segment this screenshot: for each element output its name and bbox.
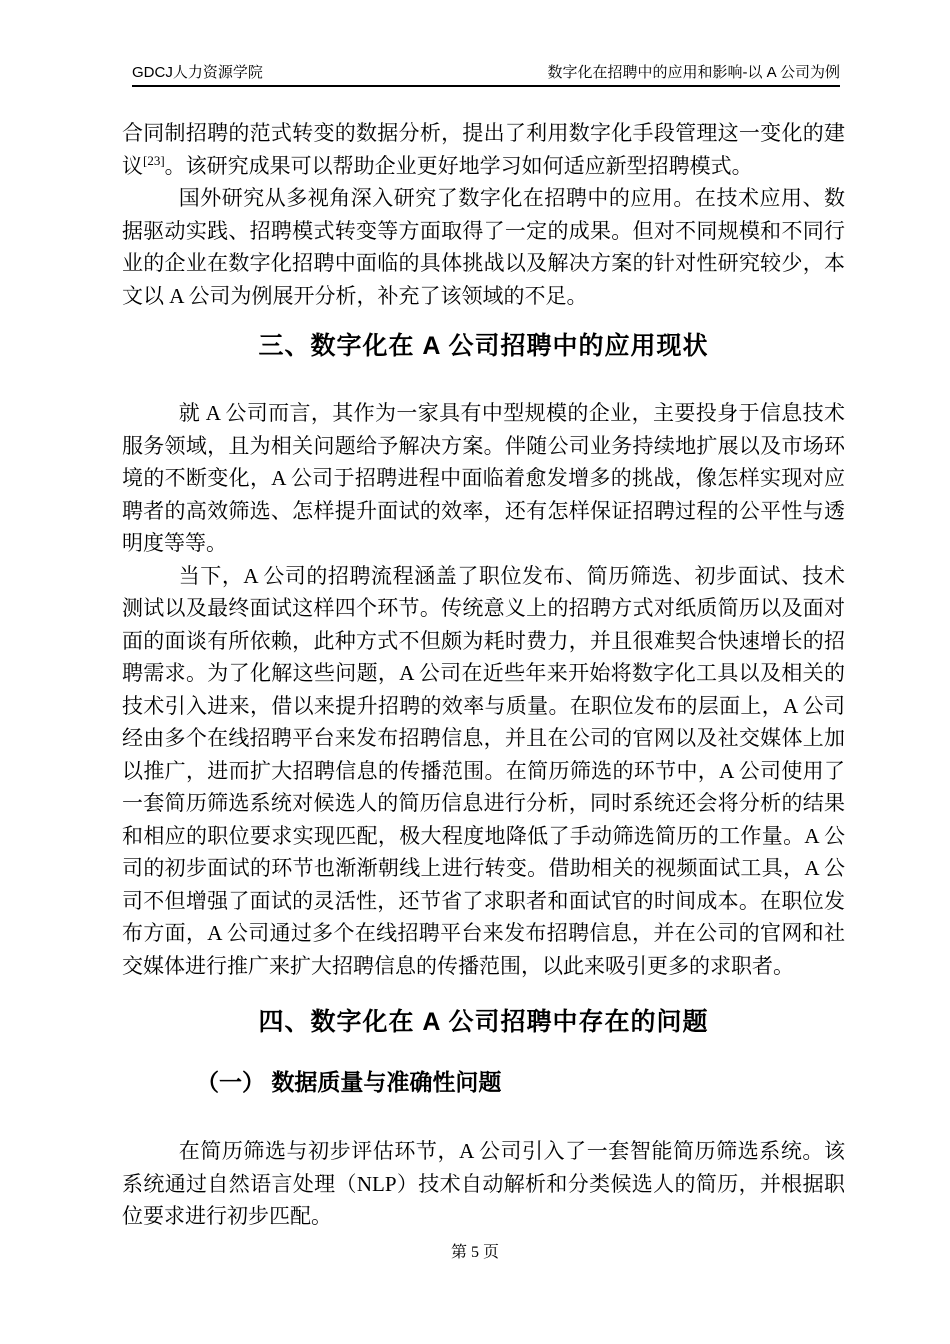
- page-footer: [0, 1242, 950, 1264]
- paragraph-continuation: [122, 117, 845, 182]
- paragraph-data-quality: 在简历筛选与初步评估环节，A 公司引入了一套智能简历筛选系统。该系统通过自然语言处理（NLP）技术自动解析和分类候选人的简历，并根据职位要求进行初步匹配。: [122, 1139, 845, 1228]
- page-number: 第 5 页: [450, 1244, 499, 1261]
- header-paper-title: 数字化在招聘中的应用和影响-以 A 公司为例: [547, 64, 840, 81]
- page-header: [132, 64, 840, 87]
- paragraph-overseas-research: 国外研究从多视角深入研究了数字化在招聘中的应用。在技术应用、数据驱动实践、招聘模式转变等方面取得了一定的成果。但对不同规模和不同行业的企业在数字化招聘中面临的具体挑战以及解决方案的针对性研究较少，本文以 A 公司为例展开分析，补充了该领域的不足。: [122, 186, 845, 308]
- heading-section-3: 三、数字化在 A 公司招聘中的应用现状: [258, 332, 709, 360]
- paragraph-company-overview: 就 A 公司而言，其作为一家具有中型规模的企业，主要投身于信息技术服务领域，且为相关问题给予解决方案。伴随公司业务持续地扩展以及市场环境的不断变化，A 公司于招聘进程中面临着愈发增多的挑战，像怎样实现对应聘者的高效筛选、怎样提升面试的效率，还有怎样保证招聘过程的公平性与透明度等等。: [122, 401, 845, 555]
- heading-subsection-4-1: （一） 数据质量与准确性问题: [196, 1069, 502, 1095]
- heading-section-4: 四、数字化在 A 公司招聘中存在的问题: [258, 1008, 709, 1036]
- paragraph-continuation-text: 合同制招聘的范式转变的数据分析，提出了利用数字化手段管理这一变化的建议: [122, 121, 845, 178]
- header-institution: GDCJ人力资源学院: [132, 64, 263, 81]
- paragraph-recruitment-process: 当下，A 公司的招聘流程涵盖了职位发布、简历筛选、初步面试、技术测试以及最终面试这样四个环节。传统意义上的招聘方式对纸质简历以及面对面的面谈有所依赖，此种方式不但颇为耗时费力，并且很难契合快速增长的招聘需求。为了化解这些问题，A 公司在近些年来开始将数字化工具以及相关的技术引入进来，借以来提升招聘的效率与质量。在职位发布的层面上，A 公司经由多个在线招聘平台来发布招聘信息，并且在公司的官网以及社交媒体上加以推广，进而扩大招聘信息的传播范围。在简历筛选的环节中，A 公司使用了一套简历筛选系统对候选人的简历信息进行分析，同时系统还会将分析的结果和相应的职位要求实现匹配，极大程度地降低了手动筛选简历的工作量。A 公司的初步面试的环节也渐渐朝线上进行转变。借助相关的视频面试工具，A 公司不但增强了面试的灵活性，还节省了求职者和面试官的时间成本。在职位发布方面，A 公司通过多个在线招聘平台来发布招聘信息，并在公司的官网和社交媒体进行推广来扩大招聘信息的传播范围，以此来吸引更多的求职者。: [122, 563, 845, 978]
- citation-23: [23]: [143, 152, 165, 168]
- paragraph-continuation-tail: 。该研究成果可以帮助企业更好地学习如何适应新型招聘模式。: [164, 153, 753, 178]
- document-body: [122, 117, 845, 1233]
